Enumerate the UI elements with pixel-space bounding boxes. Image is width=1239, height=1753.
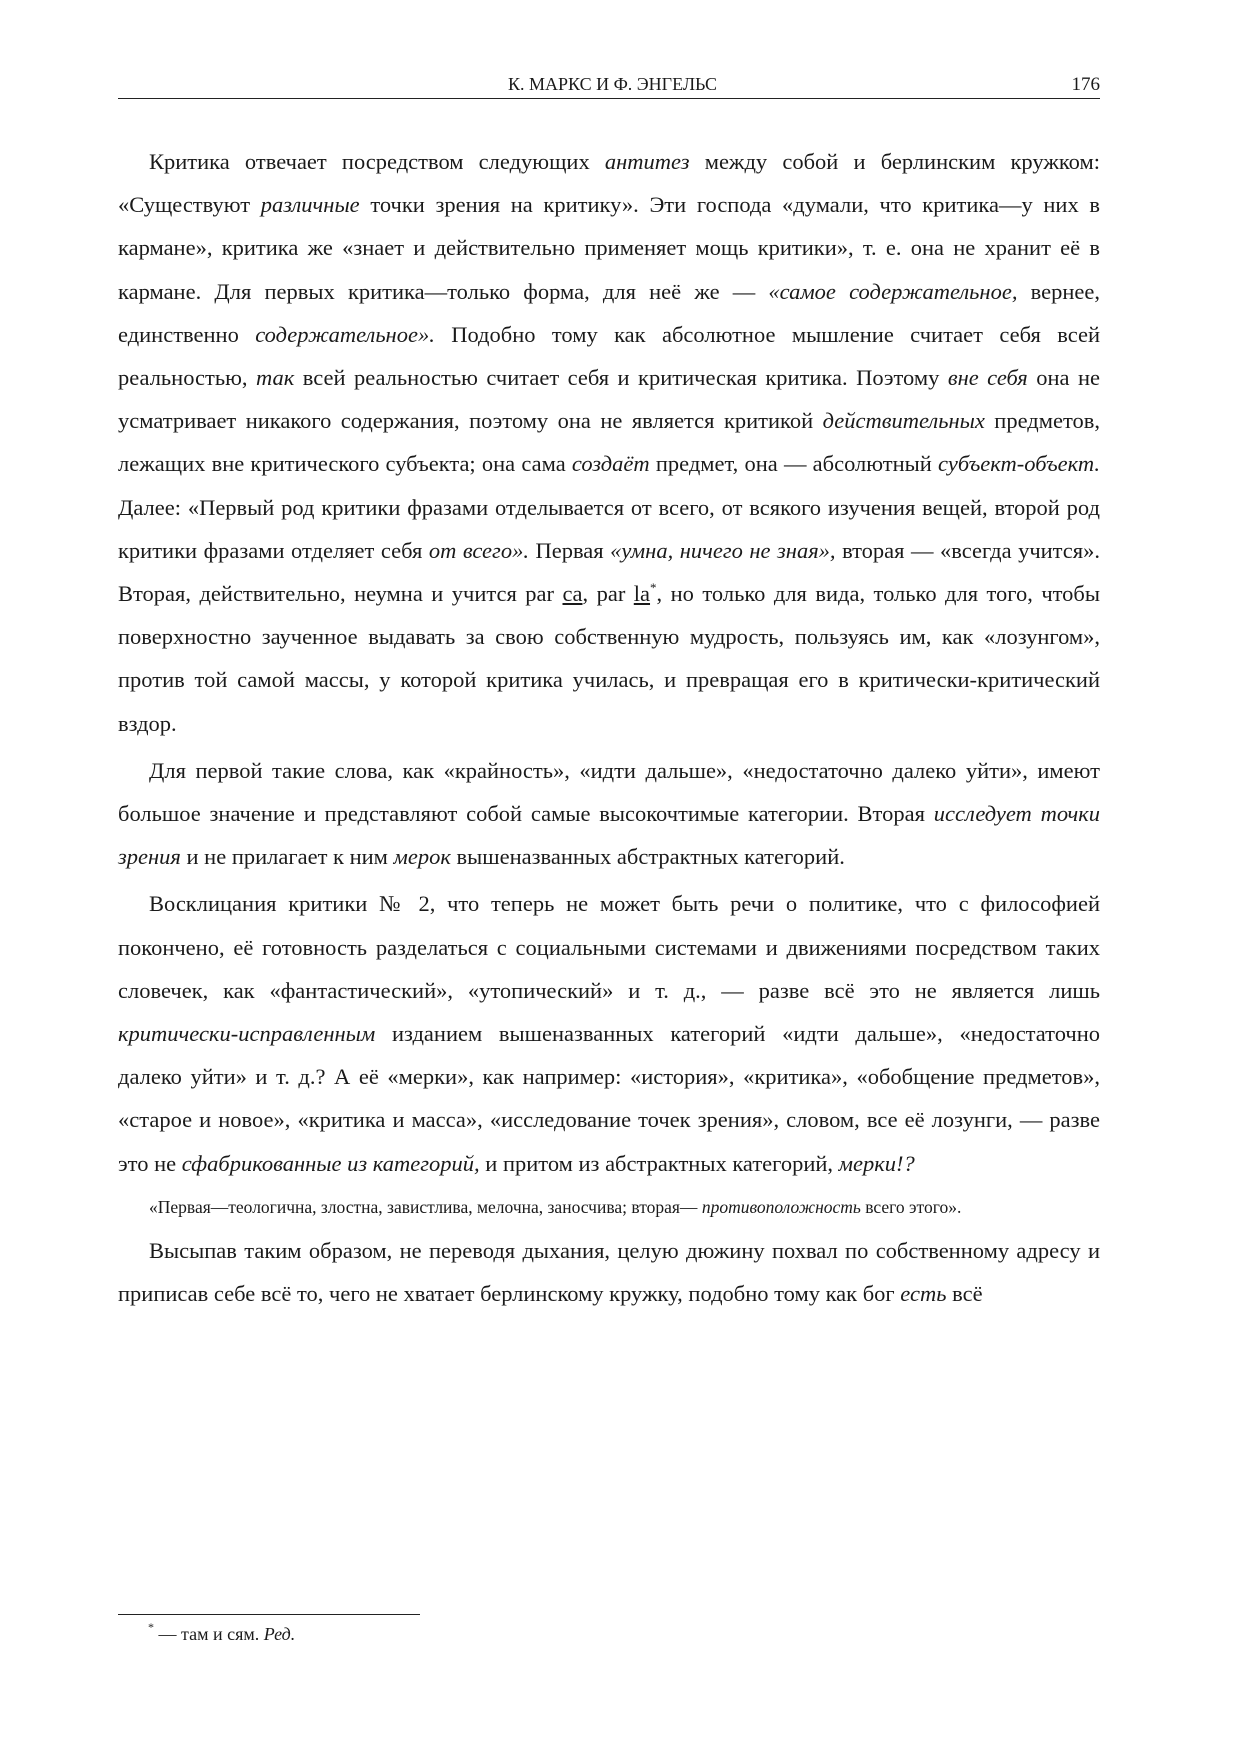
italic-run: различные <box>260 192 360 218</box>
italic-run: вне себя <box>947 365 1028 391</box>
footnote-rule <box>118 1614 420 1615</box>
block-quote <box>118 1191 1100 1223</box>
italic-run: субъект-объект. <box>938 451 1100 477</box>
italic-run: действительных <box>822 408 985 434</box>
footnote-text: — там и сям. <box>154 1624 264 1644</box>
text-run: и притом из абстрактных категорий, <box>479 1150 839 1176</box>
text-run: вторая — «всегда учится». Вторая, действительно, неумна и учится par <box>118 537 1100 607</box>
italic-run: содержательное». <box>255 321 435 347</box>
italic-run: есть <box>900 1281 947 1307</box>
underlined-run: la <box>633 581 651 607</box>
running-header <box>118 70 1100 99</box>
text-run: Далее: «Первый род критики фразами отделывается от всего, от всякого изучения вещей, второй род критики фразами отделяет себя <box>118 494 1100 563</box>
italic-run: критически-исправленным <box>118 1021 376 1047</box>
text-run: и не прилагает к ним <box>180 844 394 870</box>
text-run: изданием вышеназванных категорий «идти дальше», «недостаточно далеко уйти» и т. д.? А её «мерки», как например: «история», «критика», «обобщение предметов», «старое и новое», «критика и масса», «исследование точек зрения», словом, все её лозунги, — разве это не <box>118 1021 1100 1176</box>
running-header-title: К. МАРКС И Ф. ЭНГЕЛЬС <box>508 74 717 94</box>
italic-run: сфабрикованные из категорий, <box>181 1150 480 1176</box>
footnote-ref: * <box>650 580 657 596</box>
footnote-marker: * <box>148 1620 154 1634</box>
text-run: Подобно тому как абсолютное мышление считает себя всей реальностью, <box>118 321 1100 391</box>
italic-run: так <box>256 365 295 391</box>
text-run: предметов, лежащих вне критического субъекта; она сама <box>118 408 1100 477</box>
footnote-editor: Ред. <box>263 1624 296 1644</box>
text-run: Первая <box>528 537 611 563</box>
italic-run: антитез <box>604 149 690 174</box>
italic-run: «умна, ничего не зная», <box>610 537 836 563</box>
body-text <box>118 140 1100 1315</box>
paragraph <box>118 882 1100 1184</box>
text-run: Восклицания критики № 2, что теперь не может быть речи о политике, что с философией покончено, её готовность разделаться с социальными системами и движениями посредством таких словечек, как «фантастический», «утопический» и т. д., — разве всё это не является лишь <box>118 891 1100 1003</box>
italic-run: «самое содержательное, <box>768 278 1018 304</box>
italic-run: создаёт <box>571 451 650 477</box>
underlined-run: ca <box>562 581 583 607</box>
text-run: Критика отвечает посредством следующих <box>149 149 605 174</box>
text-run: всё <box>946 1281 983 1307</box>
text-run: вышеназванных абстрактных категорий. <box>450 844 845 870</box>
text-run: предмет, она — абсолютный <box>649 451 939 477</box>
italic-run: исследует точки зрения <box>118 801 1100 870</box>
paragraph <box>118 1229 1100 1315</box>
italic-run: мерки!? <box>838 1150 915 1176</box>
text-run: Для первой такие слова, как «крайность», «идти дальше», «недостаточно далеко уйти», имеют большое значение и представляют собой самые высокочтимые категории. Вторая <box>118 757 1100 827</box>
page-number: 176 <box>1071 74 1100 95</box>
text-run: точки зрения на критику». Эти господа «думали, что критика—у них в кармане», критика же «знает и действительно применяет мощь критики», т. е. она не хранит её в кармане. Для первых критика—только форма, для неё же — <box>118 192 1100 304</box>
text-run: между собой и берлинским кружком: «Существуют <box>118 149 1100 218</box>
footnote <box>148 1620 296 1645</box>
italic-run: от всего». <box>428 537 529 563</box>
italic-run: противоположность <box>701 1196 861 1217</box>
paragraph <box>118 749 1100 879</box>
text-run: , par <box>582 581 634 607</box>
text-run: всего этого». <box>860 1196 962 1217</box>
text-run: она не усматривает никакого содержания, поэтому она не является критикой <box>118 365 1100 434</box>
text-run: «Первая—теологична, злостна, завистлива, мелочна, заносчива; вторая— <box>149 1196 702 1217</box>
paragraph <box>118 140 1100 745</box>
text-run: всей реальностью считает себя и критическая критика. Поэтому <box>294 365 948 391</box>
italic-run: мерок <box>393 844 451 870</box>
text-run: Высыпав таким образом, не переводя дыхания, целую дюжину похвал по собственному адресу и приписав себе всё то, чего не хватает берлинскому кружку, подобно тому как бог <box>118 1237 1100 1307</box>
text-run: , но только для вида, только для того, чтобы поверхностно заученное выдавать за свою собственную мудрость, пользуясь им, как «лозунгом», против той самой массы, у которой критика училась, и превращая его в критически-критический вздор. <box>118 581 1100 736</box>
text-run: вернее, единственно <box>118 278 1100 347</box>
